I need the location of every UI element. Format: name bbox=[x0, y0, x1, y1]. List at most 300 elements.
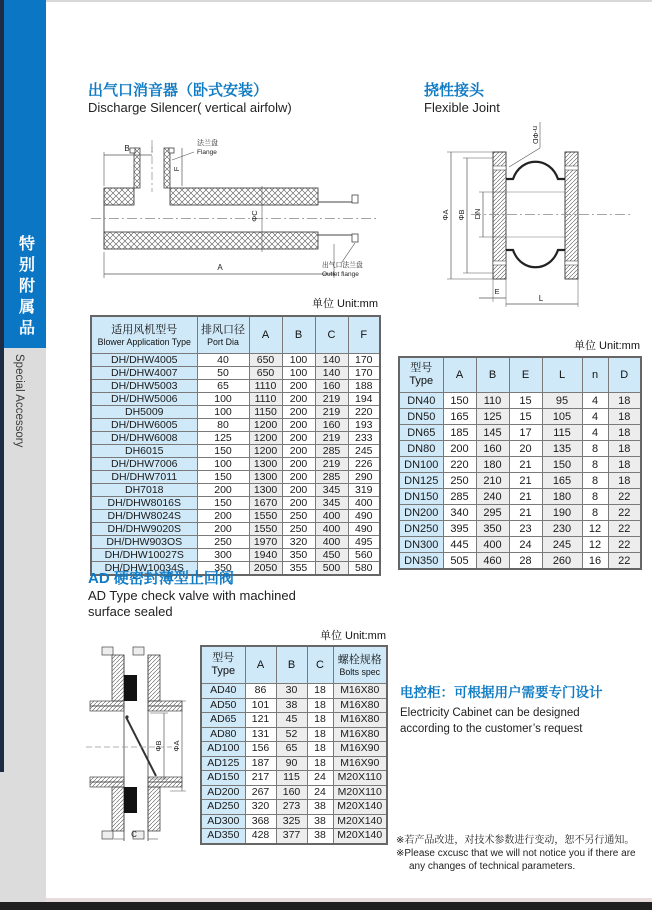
table-row bbox=[91, 458, 380, 471]
table-cell: AD250 bbox=[201, 800, 245, 815]
table-row bbox=[399, 505, 641, 521]
valve-title-en-line2: surface sealed bbox=[88, 604, 173, 619]
dim-label-b: B bbox=[124, 144, 130, 153]
table-cell: 188 bbox=[348, 380, 380, 393]
table-cell: 193 bbox=[348, 419, 380, 432]
table-cell: 135 bbox=[542, 441, 582, 457]
table-cell: 21 bbox=[509, 457, 542, 473]
table-row bbox=[91, 354, 380, 367]
table-cell: 267 bbox=[245, 785, 276, 800]
table-cell: 86 bbox=[245, 684, 276, 699]
table-cell: 180 bbox=[542, 489, 582, 505]
table-cell: 18 bbox=[608, 457, 641, 473]
table-cell: 24 bbox=[307, 785, 333, 800]
col-port-dia-en: Port Dia bbox=[207, 336, 239, 347]
table-cell: 460 bbox=[476, 553, 509, 570]
table-cell: DH/DHW903OS bbox=[91, 536, 197, 549]
col-type-cn: 型号 bbox=[212, 652, 235, 664]
table-cell: DH/DHW10034S bbox=[91, 562, 197, 576]
table-cell: 8 bbox=[582, 489, 608, 505]
table-cell: DH5009 bbox=[91, 406, 197, 419]
col-c: C bbox=[307, 646, 333, 684]
table-cell: DN80 bbox=[399, 441, 443, 457]
table-cell: 125 bbox=[197, 432, 249, 445]
table-cell: 220 bbox=[443, 457, 476, 473]
table-cell: 220 bbox=[348, 406, 380, 419]
table-cell: 50 bbox=[197, 367, 249, 380]
table-cell: DH/DHW4005 bbox=[91, 354, 197, 367]
table-cell: 22 bbox=[608, 537, 641, 553]
table-row bbox=[91, 367, 380, 380]
table-cell: 150 bbox=[197, 471, 249, 484]
table-row bbox=[201, 771, 387, 786]
table-cell: DH/DHW9020S bbox=[91, 523, 197, 536]
table-cell: 140 bbox=[315, 367, 348, 380]
page-bottom-bar bbox=[0, 902, 652, 910]
table-row bbox=[201, 829, 387, 844]
table-row bbox=[201, 756, 387, 771]
table-cell: 245 bbox=[542, 537, 582, 553]
table-cell: 65 bbox=[276, 742, 307, 757]
table-cell: 100 bbox=[282, 354, 315, 367]
sidebar-tab-label-cn: 特别附属品 bbox=[16, 235, 34, 340]
dim-label-dn: DN bbox=[473, 208, 482, 220]
table-row bbox=[201, 727, 387, 742]
table-cell: 560 bbox=[348, 549, 380, 562]
table-row bbox=[399, 441, 641, 457]
table-cell: 22 bbox=[608, 553, 641, 570]
table-cell: 320 bbox=[282, 536, 315, 549]
table-row bbox=[91, 536, 380, 549]
table-cell: DH/DHW7011 bbox=[91, 471, 197, 484]
table-cell: AD300 bbox=[201, 814, 245, 829]
table-cell: DH/DHW6005 bbox=[91, 419, 197, 432]
table-cell: 1300 bbox=[249, 458, 282, 471]
dia-label-b: ΦB bbox=[457, 209, 466, 221]
table-cell: 650 bbox=[249, 367, 282, 380]
table-cell: 156 bbox=[245, 742, 276, 757]
joint-table bbox=[398, 356, 642, 570]
table-cell: 210 bbox=[476, 473, 509, 489]
table-row bbox=[91, 406, 380, 419]
table-cell: 200 bbox=[197, 523, 249, 536]
table-row bbox=[91, 471, 380, 484]
silencer-title-en: Discharge Silencer( vertical airfolw) bbox=[88, 100, 292, 115]
col-e: E bbox=[509, 357, 542, 393]
table-cell: 45 bbox=[276, 713, 307, 728]
footnote-cn: ※若产品改进，对技术参数进行变动，恕不另行通知。 bbox=[396, 835, 635, 846]
table-cell: 285 bbox=[315, 471, 348, 484]
table-cell: 290 bbox=[348, 471, 380, 484]
table-cell: 219 bbox=[315, 458, 348, 471]
col-n: n bbox=[582, 357, 608, 393]
table-cell: AD125 bbox=[201, 756, 245, 771]
table-cell: AD65 bbox=[201, 713, 245, 728]
valve-title-en-line1: AD Type check valve with machined bbox=[88, 588, 296, 603]
silencer-heading bbox=[88, 82, 292, 116]
table-row bbox=[399, 537, 641, 553]
table-cell: AD350 bbox=[201, 829, 245, 844]
footnotes bbox=[396, 834, 648, 873]
table-cell: 100 bbox=[197, 458, 249, 471]
unit-label: 单位 Unit:mm bbox=[574, 340, 640, 352]
col-port-dia bbox=[197, 316, 249, 354]
table-cell: 150 bbox=[443, 393, 476, 409]
table-cell: M16X90 bbox=[333, 756, 387, 771]
col-port-dia-cn: 排风口径 bbox=[201, 323, 245, 336]
valve-table bbox=[200, 645, 388, 845]
table-cell: DH6015 bbox=[91, 445, 197, 458]
page-top-border bbox=[0, 0, 652, 2]
table-cell: DN40 bbox=[399, 393, 443, 409]
table-cell: 285 bbox=[443, 489, 476, 505]
dim-label-a: A bbox=[217, 263, 223, 272]
table-cell: AD200 bbox=[201, 785, 245, 800]
dim-label-n-phi-d: n-ΦD bbox=[531, 126, 540, 145]
table-cell: 340 bbox=[443, 505, 476, 521]
table-cell: DN350 bbox=[399, 553, 443, 570]
col-d: D bbox=[608, 357, 641, 393]
dia-label-a: ΦA bbox=[441, 209, 450, 221]
table-cell: 8 bbox=[582, 505, 608, 521]
table-cell: DH/DHW4007 bbox=[91, 367, 197, 380]
table-cell: 368 bbox=[245, 814, 276, 829]
table-cell: 4 bbox=[582, 393, 608, 409]
table-cell: 250 bbox=[282, 523, 315, 536]
table-cell: 38 bbox=[307, 800, 333, 815]
valve-heading bbox=[88, 570, 296, 620]
dia-label-c: ΦC bbox=[250, 210, 259, 222]
silencer-table-header bbox=[91, 316, 380, 354]
table-cell: 219 bbox=[315, 432, 348, 445]
table-cell: 30 bbox=[276, 684, 307, 699]
table-row bbox=[91, 497, 380, 510]
table-cell: 233 bbox=[348, 432, 380, 445]
table-cell: 250 bbox=[443, 473, 476, 489]
table-cell: 38 bbox=[276, 698, 307, 713]
table-cell: 24 bbox=[509, 537, 542, 553]
table-cell: 140 bbox=[315, 354, 348, 367]
table-row bbox=[399, 457, 641, 473]
table-cell: 18 bbox=[307, 684, 333, 699]
table-cell: AD150 bbox=[201, 771, 245, 786]
table-cell: 400 bbox=[315, 523, 348, 536]
table-cell: M16X80 bbox=[333, 713, 387, 728]
table-cell: 145 bbox=[476, 425, 509, 441]
table-cell: DN50 bbox=[399, 409, 443, 425]
table-cell: 1670 bbox=[249, 497, 282, 510]
col-bolts-spec-cn: 螺栓规格 bbox=[337, 653, 382, 666]
table-cell: 1110 bbox=[249, 393, 282, 406]
table-row bbox=[399, 393, 641, 409]
table-cell: 28 bbox=[509, 553, 542, 570]
table-row bbox=[201, 698, 387, 713]
table-cell: 95 bbox=[542, 393, 582, 409]
table-cell: 100 bbox=[197, 393, 249, 406]
table-cell: 319 bbox=[348, 484, 380, 497]
col-type-cn: 型号 bbox=[410, 362, 433, 374]
dia-label-b: ΦB bbox=[154, 740, 163, 752]
table-cell: 21 bbox=[509, 505, 542, 521]
table-cell: AD100 bbox=[201, 742, 245, 757]
table-cell: DH/DHW8024S bbox=[91, 510, 197, 523]
col-c: C bbox=[315, 316, 348, 354]
table-cell: AD40 bbox=[201, 684, 245, 699]
table-row bbox=[399, 489, 641, 505]
table-cell: 1300 bbox=[249, 484, 282, 497]
table-cell: 52 bbox=[276, 727, 307, 742]
table-cell: 230 bbox=[542, 521, 582, 537]
table-cell: DN125 bbox=[399, 473, 443, 489]
col-type-en: Type bbox=[409, 375, 434, 387]
table-cell: 200 bbox=[282, 484, 315, 497]
footnote-en: ※Please cxcusc that we will not notice you if there are any changes of technical parameters. bbox=[396, 848, 636, 872]
table-cell: 8 bbox=[582, 457, 608, 473]
table-cell: 219 bbox=[315, 406, 348, 419]
table-cell: DH/DHW5006 bbox=[91, 393, 197, 406]
table-cell: 395 bbox=[443, 521, 476, 537]
table-cell: AD80 bbox=[201, 727, 245, 742]
table-cell: 131 bbox=[245, 727, 276, 742]
col-blower-type bbox=[91, 316, 197, 354]
col-a: A bbox=[245, 646, 276, 684]
table-cell: 1940 bbox=[249, 549, 282, 562]
table-cell: 18 bbox=[608, 409, 641, 425]
table-cell: 377 bbox=[276, 829, 307, 844]
table-row bbox=[399, 553, 641, 570]
table-cell: M16X80 bbox=[333, 684, 387, 699]
table-cell: 18 bbox=[608, 425, 641, 441]
table-cell: DN300 bbox=[399, 537, 443, 553]
col-b: B bbox=[476, 357, 509, 393]
table-row bbox=[201, 684, 387, 699]
table-cell: 160 bbox=[315, 380, 348, 393]
table-cell: 285 bbox=[315, 445, 348, 458]
table-cell: DH/DHW7006 bbox=[91, 458, 197, 471]
table-cell: 180 bbox=[476, 457, 509, 473]
table-cell: 350 bbox=[282, 549, 315, 562]
table-row bbox=[91, 445, 380, 458]
table-cell: 355 bbox=[282, 562, 315, 576]
table-cell: 500 bbox=[315, 562, 348, 576]
col-b: B bbox=[276, 646, 307, 684]
valve-table-header bbox=[201, 646, 387, 684]
table-cell: DN200 bbox=[399, 505, 443, 521]
table-cell: 1970 bbox=[249, 536, 282, 549]
table-cell: M20X110 bbox=[333, 785, 387, 800]
cabinet-title-cn: 电控柜：可根据用户需要专门设计 bbox=[400, 685, 603, 700]
table-cell: 200 bbox=[282, 458, 315, 471]
table-cell: 18 bbox=[307, 698, 333, 713]
table-cell: 445 bbox=[443, 537, 476, 553]
table-row bbox=[201, 713, 387, 728]
table-cell: 273 bbox=[276, 800, 307, 815]
table-cell: 350 bbox=[197, 562, 249, 576]
unit-label: 单位 Unit:mm bbox=[320, 630, 386, 642]
table-cell: 490 bbox=[348, 510, 380, 523]
table-row bbox=[399, 521, 641, 537]
table-cell: 165 bbox=[542, 473, 582, 489]
table-cell: 17 bbox=[509, 425, 542, 441]
outlet-flange-label-en: Outlet flange bbox=[322, 271, 359, 278]
valve-title-cn: AD 硬密封薄型止回阀 bbox=[88, 570, 234, 587]
col-blower-type-en: Blower Application Type bbox=[97, 336, 191, 347]
sidebar-tab bbox=[4, 0, 46, 348]
silencer-table-body bbox=[91, 354, 380, 576]
cabinet-body-line1: Electricity Cabinet can be designed bbox=[400, 707, 580, 719]
col-a: A bbox=[249, 316, 282, 354]
table-cell: 170 bbox=[348, 367, 380, 380]
joint-table-body bbox=[399, 393, 641, 570]
dim-label-c: C bbox=[131, 830, 137, 839]
table-cell: DH7018 bbox=[91, 484, 197, 497]
table-cell: 18 bbox=[307, 742, 333, 757]
col-type bbox=[201, 646, 245, 684]
table-cell: 219 bbox=[315, 393, 348, 406]
table-cell: 21 bbox=[509, 473, 542, 489]
table-cell: 125 bbox=[476, 409, 509, 425]
table-cell: 4 bbox=[582, 409, 608, 425]
col-type bbox=[399, 357, 443, 393]
table-cell: 170 bbox=[348, 354, 380, 367]
table-cell: 250 bbox=[197, 536, 249, 549]
table-cell: 490 bbox=[348, 523, 380, 536]
table-cell: DH/DHW6008 bbox=[91, 432, 197, 445]
table-cell: 1200 bbox=[249, 432, 282, 445]
table-cell: M16X80 bbox=[333, 727, 387, 742]
col-bolts-spec-en: Bolts spec bbox=[339, 666, 381, 677]
table-cell: 8 bbox=[582, 441, 608, 457]
table-cell: 21 bbox=[509, 489, 542, 505]
left-edge-strip bbox=[0, 0, 4, 772]
table-cell: M16X80 bbox=[333, 698, 387, 713]
silencer-title-cn: 出气口消音器（卧式安装） bbox=[88, 82, 269, 99]
table-cell: 100 bbox=[197, 406, 249, 419]
table-cell: DH/DHW10027S bbox=[91, 549, 197, 562]
silencer-table bbox=[90, 315, 381, 576]
table-cell: 190 bbox=[542, 505, 582, 521]
table-cell: 150 bbox=[197, 445, 249, 458]
table-cell: 200 bbox=[443, 441, 476, 457]
table-row bbox=[91, 419, 380, 432]
table-cell: 350 bbox=[476, 521, 509, 537]
table-cell: 38 bbox=[307, 814, 333, 829]
joint-title-en: Flexible Joint bbox=[424, 100, 500, 115]
table-cell: 505 bbox=[443, 553, 476, 570]
table-cell: 18 bbox=[608, 473, 641, 489]
table-cell: 345 bbox=[315, 497, 348, 510]
table-cell: 200 bbox=[197, 484, 249, 497]
table-cell: 450 bbox=[315, 549, 348, 562]
table-cell: 200 bbox=[282, 419, 315, 432]
table-row bbox=[91, 380, 380, 393]
table-cell: 200 bbox=[197, 510, 249, 523]
dim-label-l: L bbox=[538, 294, 544, 303]
col-l: L bbox=[542, 357, 582, 393]
table-cell: 115 bbox=[276, 771, 307, 786]
table-cell: DN100 bbox=[399, 457, 443, 473]
silencer-diagram bbox=[86, 136, 386, 291]
table-cell: 1200 bbox=[249, 419, 282, 432]
table-cell: 16 bbox=[582, 553, 608, 570]
outlet-flange-label-cn: 出气口法兰盘 bbox=[322, 262, 363, 269]
table-cell: 1150 bbox=[249, 406, 282, 419]
table-cell: 580 bbox=[348, 562, 380, 576]
unit-label: 单位 Unit:mm bbox=[312, 298, 378, 310]
joint-diagram bbox=[433, 122, 640, 312]
table-row bbox=[201, 800, 387, 815]
table-cell: 185 bbox=[443, 425, 476, 441]
table-cell: 40 bbox=[197, 354, 249, 367]
table-cell: 226 bbox=[348, 458, 380, 471]
table-cell: 165 bbox=[443, 409, 476, 425]
table-cell: 15 bbox=[509, 409, 542, 425]
table-cell: 22 bbox=[608, 521, 641, 537]
valve-table-body bbox=[201, 684, 387, 844]
table-cell: 400 bbox=[315, 510, 348, 523]
col-bolts-spec bbox=[333, 646, 387, 684]
table-row bbox=[91, 393, 380, 406]
table-row bbox=[91, 510, 380, 523]
table-row bbox=[399, 409, 641, 425]
table-cell: 23 bbox=[509, 521, 542, 537]
table-cell: 300 bbox=[197, 549, 249, 562]
table-cell: 200 bbox=[282, 445, 315, 458]
table-cell: 200 bbox=[282, 432, 315, 445]
table-cell: 200 bbox=[282, 406, 315, 419]
table-cell: 18 bbox=[307, 756, 333, 771]
table-cell: 187 bbox=[245, 756, 276, 771]
col-f: F bbox=[348, 316, 380, 354]
table-cell: 22 bbox=[608, 505, 641, 521]
table-cell: AD50 bbox=[201, 698, 245, 713]
table-row bbox=[201, 785, 387, 800]
table-row bbox=[201, 742, 387, 757]
table-cell: M20X110 bbox=[333, 771, 387, 786]
table-cell: DN250 bbox=[399, 521, 443, 537]
table-cell: 12 bbox=[582, 521, 608, 537]
table-row bbox=[201, 814, 387, 829]
table-cell: 15 bbox=[509, 393, 542, 409]
table-cell: 325 bbox=[276, 814, 307, 829]
table-cell: 100 bbox=[282, 367, 315, 380]
table-cell: 200 bbox=[282, 393, 315, 406]
col-b: B bbox=[282, 316, 315, 354]
table-cell: 65 bbox=[197, 380, 249, 393]
table-cell: 200 bbox=[282, 380, 315, 393]
table-cell: 400 bbox=[348, 497, 380, 510]
table-cell: 38 bbox=[307, 829, 333, 844]
table-cell: 295 bbox=[476, 505, 509, 521]
table-cell: 101 bbox=[245, 698, 276, 713]
table-cell: 1200 bbox=[249, 445, 282, 458]
dia-label-a: ΦA bbox=[172, 740, 181, 752]
table-cell: 200 bbox=[282, 471, 315, 484]
table-row bbox=[399, 425, 641, 441]
joint-table-header bbox=[399, 357, 641, 393]
table-cell: 650 bbox=[249, 354, 282, 367]
table-cell: 115 bbox=[542, 425, 582, 441]
dim-label-f: F bbox=[172, 166, 181, 172]
table-cell: 200 bbox=[282, 497, 315, 510]
table-cell: 260 bbox=[542, 553, 582, 570]
table-row bbox=[91, 549, 380, 562]
table-cell: 217 bbox=[245, 771, 276, 786]
table-cell: 428 bbox=[245, 829, 276, 844]
table-cell: DH/DHW8016S bbox=[91, 497, 197, 510]
table-cell: 1300 bbox=[249, 471, 282, 484]
joint-title-cn: 挠性接头 bbox=[424, 82, 485, 99]
